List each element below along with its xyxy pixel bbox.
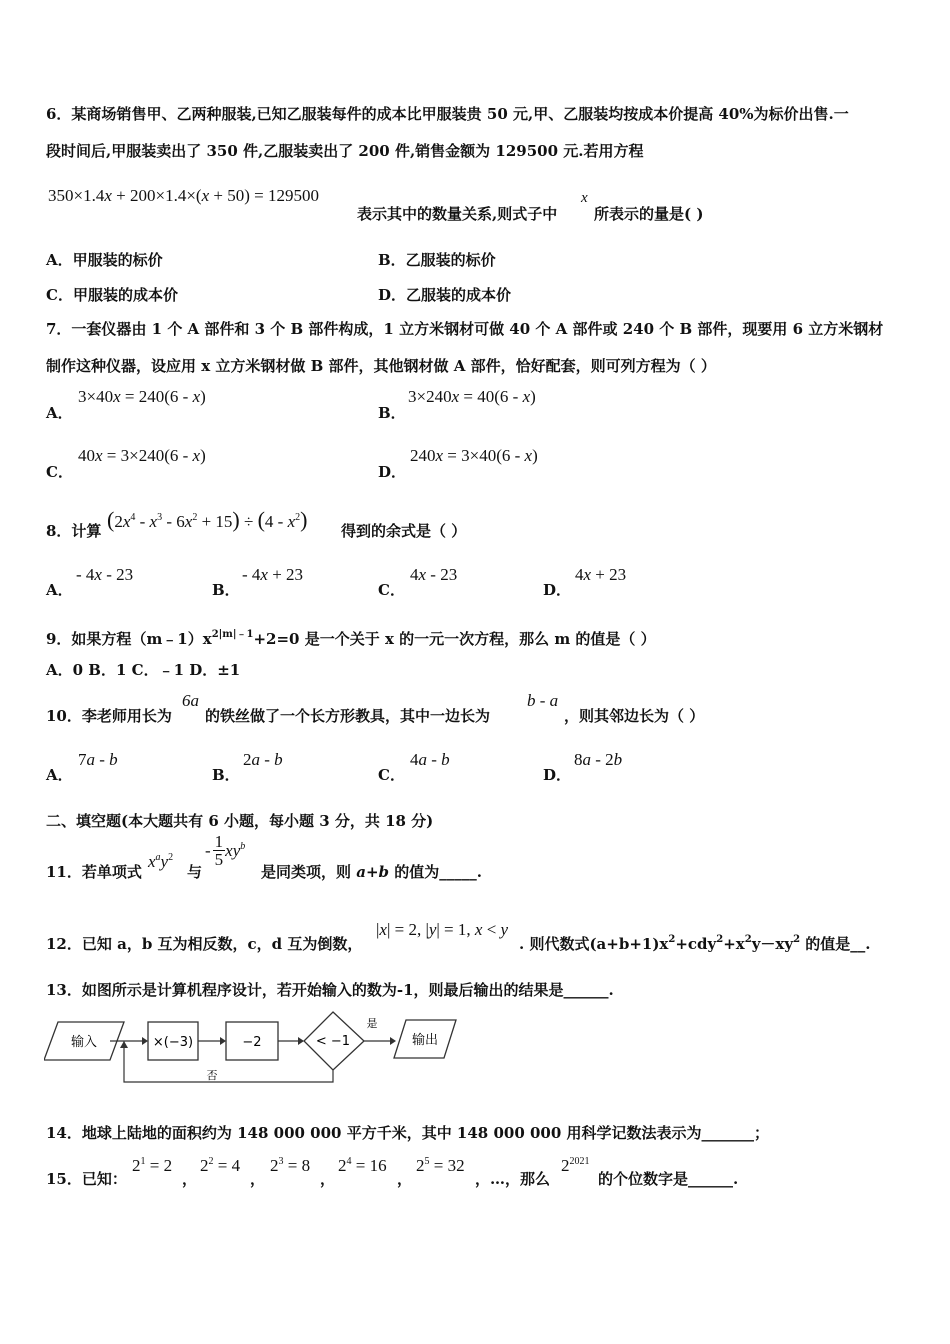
q7-line1: 7．一套仪器由 1 个 A 部件和 3 个 B 部件构成，1 立方米钢材可做 40 个 A 部件或 240 个 B 部件，现要用 6 立方米钢材 (46, 320, 884, 338)
q8-label-d: D． (543, 581, 572, 599)
q8-label-b: B． (212, 581, 240, 599)
q13-text: 13．如图所示是计算机程序设计，若开始输入的数为-1，则最后输出的结果是______. (46, 981, 614, 999)
q15-power-4: $2^4 = 16$ (338, 1156, 387, 1175)
q7-label-a: A． (46, 404, 73, 422)
q6-formula: 350×1.4x + 200×1.4×(x + 50) = 129500 (48, 186, 319, 205)
q15-prefix: 15．已知： (46, 1170, 127, 1188)
q15-power-2021: $2^{2021}$ (561, 1156, 590, 1175)
q15-suffix: 的个位数字是______. (598, 1170, 739, 1188)
flow-subtract-label: −2 (242, 1035, 262, 1050)
q9-question: 9．如果方程$(m﹣1)x^{2|m|﹣1}+2=0$ 是一个关于 x 的一元一次方程，那么 m 的值是（ ） (46, 629, 656, 648)
q10-length: 6a (182, 691, 199, 710)
q8-math-c: 4x - 23 (410, 565, 458, 584)
q7-label-d: D． (378, 463, 407, 481)
q11-prefix: 11．若单项式 (46, 863, 142, 881)
q10-prefix: 10．李老师用长为 (46, 707, 172, 725)
q6-line2: 段时间后,甲服装卖出了 350 件,乙服装卖出了 200 件,销售金额为 129500 元.若用方程 (46, 142, 644, 160)
q15-sep-4: ， (397, 1170, 413, 1188)
q14-text: 14．地球上陆地的面积约为 148 000 000 平方千米，其中 148 000 000 用科学记数法表示为_______； (46, 1124, 770, 1142)
q15-power-2: $2^2 = 4$ (200, 1156, 241, 1175)
q7-label-c: C． (46, 463, 73, 481)
q8-suffix: 得到的余式是（ ） (341, 522, 467, 540)
q6-tail-a: 表示其中的数量关系,则式子中 (357, 205, 558, 223)
q13-flowchart (44, 1010, 464, 1088)
q8-label-c: C． (378, 581, 405, 599)
q12-condition: |x| = 2, |y| = 1, x < y (376, 920, 509, 939)
q7-math-a: 3×40x = 240(6 - x) (78, 387, 206, 406)
q15-power-1: $2^1 = 2$ (132, 1156, 173, 1175)
q10-label-a: A． (46, 766, 73, 784)
q10-suffix: ，则其邻边长为（ ） (564, 707, 705, 725)
q10-label-b: B． (212, 766, 240, 784)
q10-label-d: D． (543, 766, 572, 784)
q10-math-b: 2a - b (243, 750, 283, 769)
q10-mid: 的铁丝做了一个长方形教具，其中一边长为 (205, 707, 491, 725)
q7-label-b: B． (378, 404, 406, 422)
q8-math-a: - 4x - 23 (76, 565, 134, 584)
q12-prefix: 12．已知 a，b 互为相反数，c，d 互为倒数， (46, 935, 363, 953)
q9-options: A．0 B．1 C．﹣1 D．±1 (46, 661, 241, 679)
q8-math-b: - 4x + 23 (242, 565, 304, 584)
q11-monomial-1: $x^ay^2$ (148, 852, 174, 871)
section2-title: 二、填空题(本大题共有 6 小题，每小题 3 分，共 18 分) (46, 812, 434, 830)
q6-option-c: C．甲服装的成本价 (46, 286, 178, 304)
q10-math-d: 8a - 2b (574, 750, 623, 769)
q15-dots: ，…，那么 (475, 1170, 551, 1188)
q10-math-c: 4a - b (410, 750, 450, 769)
q10-label-c: C． (378, 766, 405, 784)
q7-line2: 制作这种仪器，设应用 x 立方米钢材做 B 部件，其他钢材做 A 部件，恰好配套，则可列方程为（ ） (46, 357, 716, 375)
flow-input-label: 输入 (70, 1035, 98, 1050)
q8-label-a: A． (46, 581, 73, 599)
q11-monomial-2: - $\frac{1}{5}$ $xy^b$ (205, 832, 246, 869)
q6-line1: 6．某商场销售甲、乙两种服装,已知乙服装每件的成本比甲服装贵 50 元,甲、乙服装均按成本价提高 40%为标价出售.一 (46, 105, 849, 123)
flow-yes-label: 是 (366, 1017, 378, 1030)
q15-sep-2: ， (250, 1170, 266, 1188)
q15-power-3: $2^3 = 8$ (270, 1156, 311, 1175)
q11-suffix: 是同类项，则 a+b 的值为_____. (261, 863, 482, 881)
q8-expression: $(2x^4 - x^3 - 6x^2 + 15) \div (4 - x^2)$ (107, 507, 308, 532)
q8-prefix: 8．计算 (46, 522, 102, 540)
flow-multiply-label: ×(−3) (152, 1035, 194, 1050)
flow-output-label: 输出 (411, 1033, 439, 1048)
q10-side: b - a (527, 691, 559, 710)
q7-math-b: 3×240x = 40(6 - x) (408, 387, 536, 406)
q6-option-d: D．乙服装的成本价 (378, 286, 512, 304)
q6-option-b: B．乙服装的标价 (378, 251, 496, 269)
q7-math-d: 240x = 3×40(6 - x) (410, 446, 538, 465)
q15-power-5: $2^5 = 32$ (416, 1156, 465, 1175)
flow-no-label: 否 (206, 1069, 218, 1082)
q6-option-a: A．甲服装的标价 (46, 251, 163, 269)
q8-math-d: 4x + 23 (575, 565, 627, 584)
flow-condition-label: < −1 (315, 1034, 351, 1049)
q12-suffix: . 则代数式$(a+b+1)x^2+cdy^2+x^2y-xy^2$ 的值是__. (519, 934, 871, 953)
q10-math-a: 7a - b (78, 750, 118, 769)
q7-math-c: 40x = 3×240(6 - x) (78, 446, 206, 465)
q6-var: x (581, 190, 588, 206)
q6-tail-b: 所表示的量是( ) (594, 205, 704, 223)
q15-sep-1: ， (182, 1170, 198, 1188)
q15-sep-3: ， (320, 1170, 336, 1188)
q11-mid: 与 (187, 863, 203, 881)
